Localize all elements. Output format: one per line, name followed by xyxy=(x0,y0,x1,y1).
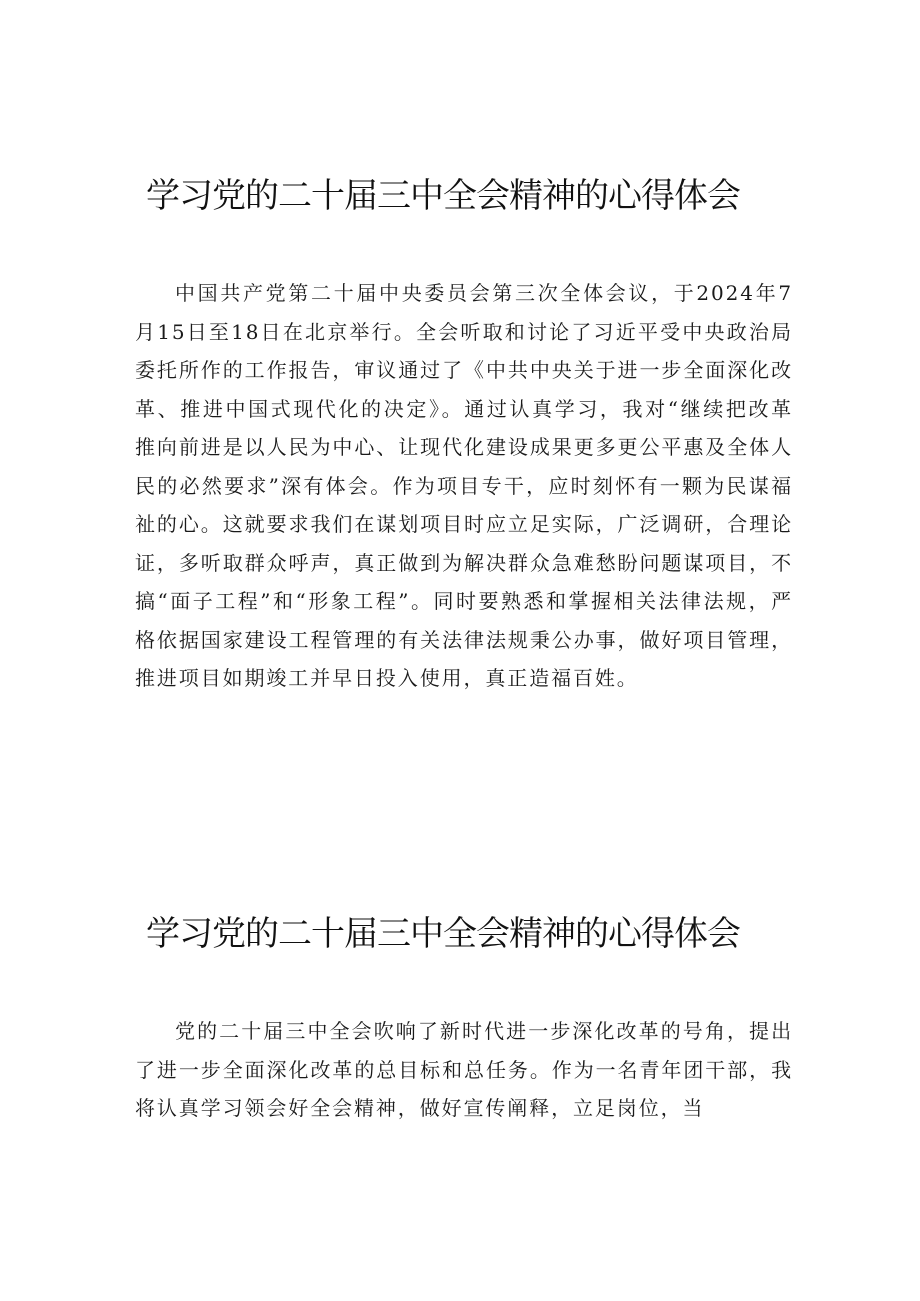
section-1-title: 学习党的二十届三中全会精神的心得体会 xyxy=(146,176,740,216)
section-1-paragraph: 中国共产党第二十届中央委员会第三次全体会议，于2024年7月15日至18日在北京举行。全会听取和讨论了习近平受中央政治局委托所作的工作报告，审议通过了《中共中央关于进一步全面深化改革、推进中国式现代化的决定》。通过认真学习，我对“继续把改革推向前进是以人民为中心、让现代化建设成果更多更公平惠及全体人民的必然要求”深有体会。作为项目专干，应时刻怀有一颗为民谋福祉的心。这就要求我们在谋划项目时应立足实际，广泛调研，合理论证，多听取群众呼声，真正做到为解决群众急难愁盼问题谋项目，不搞“面子工程”和“形象工程”。同时要熟悉和掌握相关法律法规，严格依据国家建设工程管理的有关法律法规秉公办事，做好项目管理，推进项目如期竣工并早日投入使用，真正造福百姓。 xyxy=(135,281,793,690)
section-2-title: 学习党的二十届三中全会精神的心得体会 xyxy=(146,914,740,954)
section-2-paragraph: 党的二十届三中全会吹响了新时代进一步深化改革的号角，提出了进一步全面深化改革的总目标和总任务。作为一名青年团干部，我将认真学习领会好全会精神，做好宣传阐释，立足岗位，当 xyxy=(135,1019,793,1120)
